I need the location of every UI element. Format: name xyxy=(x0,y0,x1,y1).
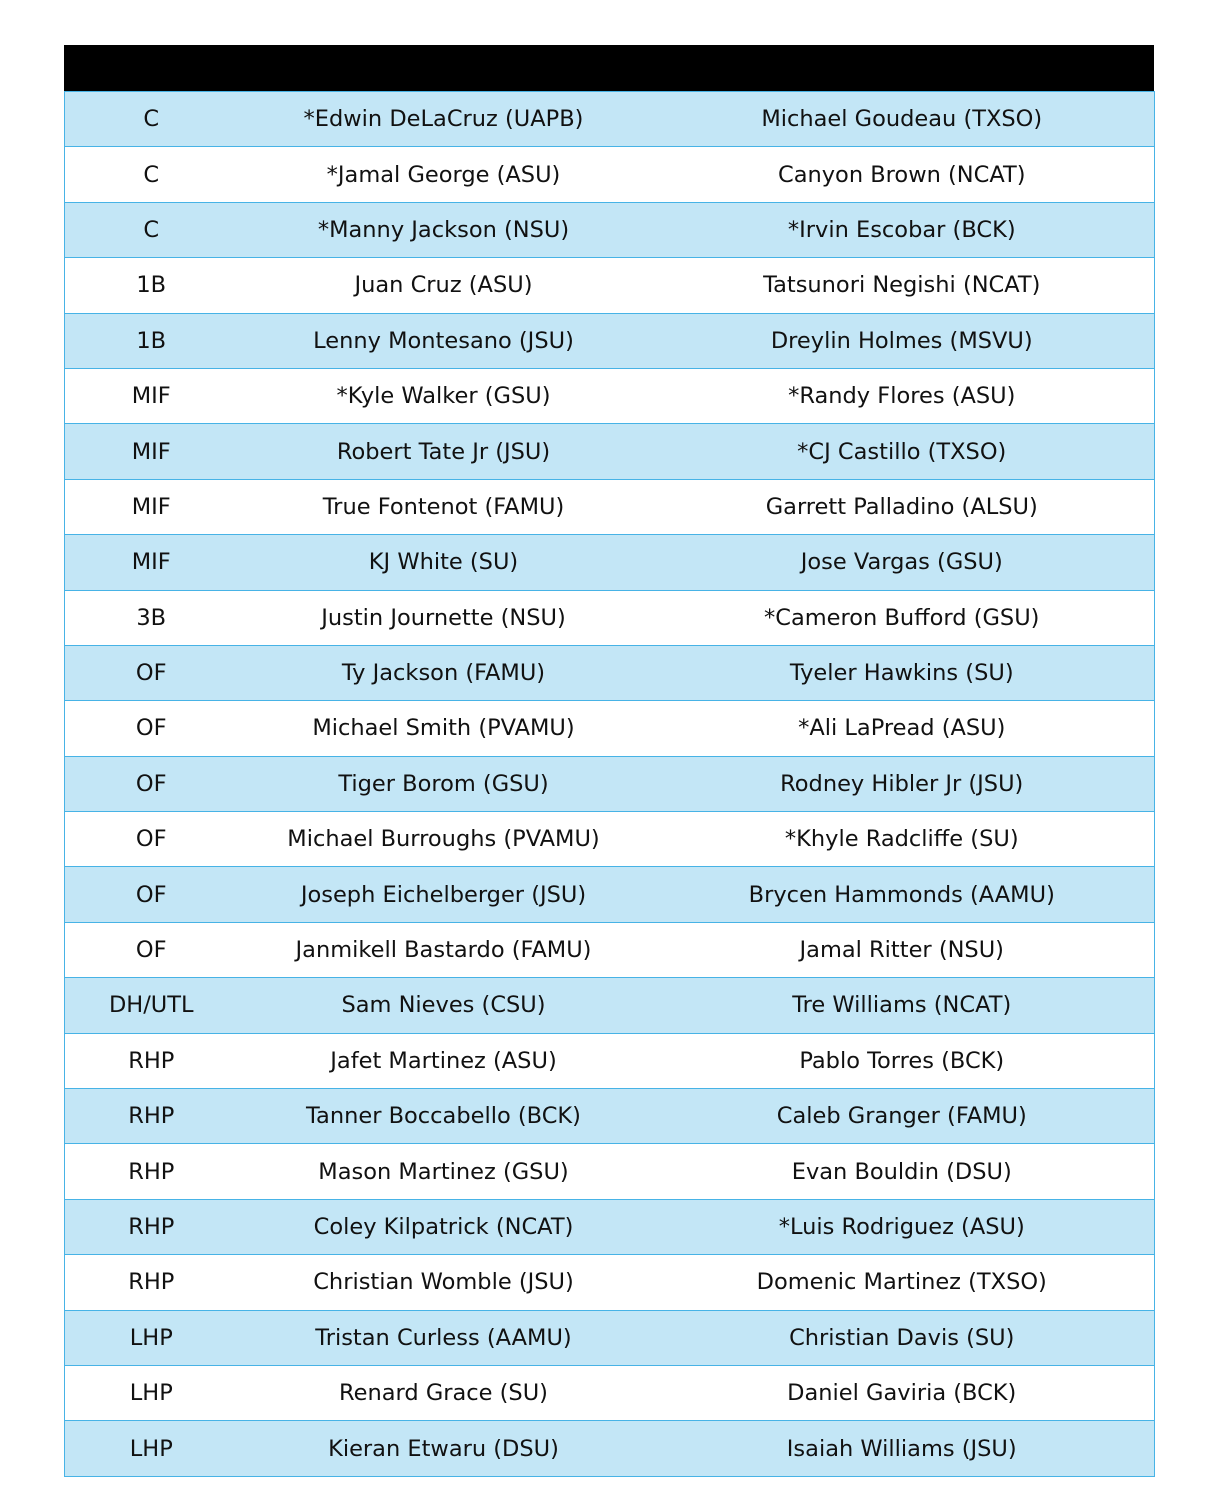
table-row xyxy=(65,922,1155,977)
first-team-cell: True Fontenot (FAMU) xyxy=(238,479,650,534)
position-cell: RHP xyxy=(65,1255,238,1310)
second-team-cell: *Khyle Radcliffe (SU) xyxy=(650,812,1155,867)
position-cell: C xyxy=(65,92,238,147)
table-row xyxy=(65,1089,1155,1144)
second-team-cell: Isaiah Williams (JSU) xyxy=(650,1421,1155,1476)
table-row xyxy=(65,701,1155,756)
position-cell: C xyxy=(65,147,238,202)
first-team-cell: Jafet Martinez (ASU) xyxy=(238,1033,650,1088)
position-cell: OF xyxy=(65,756,238,811)
table-row xyxy=(65,867,1155,922)
position-cell: 1B xyxy=(65,313,238,368)
first-team-cell: *Edwin DeLaCruz (UAPB) xyxy=(238,92,650,147)
first-team-cell: Ty Jackson (FAMU) xyxy=(238,645,650,700)
table-header-bar xyxy=(64,45,1154,91)
table-row xyxy=(65,202,1155,257)
second-team-cell: Garrett Palladino (ALSU) xyxy=(650,479,1155,534)
table-row xyxy=(65,424,1155,479)
second-team-cell: Caleb Granger (FAMU) xyxy=(650,1089,1155,1144)
position-cell: RHP xyxy=(65,1033,238,1088)
table-row xyxy=(65,368,1155,423)
roster-grid xyxy=(64,91,1155,1477)
first-team-cell: Janmikell Bastardo (FAMU) xyxy=(238,922,650,977)
table-row xyxy=(65,535,1155,590)
second-team-cell: *CJ Castillo (TXSO) xyxy=(650,424,1155,479)
second-team-cell: Pablo Torres (BCK) xyxy=(650,1033,1155,1088)
second-team-cell: Jose Vargas (GSU) xyxy=(650,535,1155,590)
first-team-cell: Lenny Montesano (JSU) xyxy=(238,313,650,368)
table-row xyxy=(65,1033,1155,1088)
second-team-cell: Brycen Hammonds (AAMU) xyxy=(650,867,1155,922)
second-team-cell: Tatsunori Negishi (NCAT) xyxy=(650,258,1155,313)
position-cell: OF xyxy=(65,701,238,756)
first-team-cell: Justin Journette (NSU) xyxy=(238,590,650,645)
second-team-cell: *Cameron Bufford (GSU) xyxy=(650,590,1155,645)
table-row xyxy=(65,92,1155,147)
first-team-cell: Sam Nieves (CSU) xyxy=(238,978,650,1033)
second-team-cell: Tyeler Hawkins (SU) xyxy=(650,645,1155,700)
table-row xyxy=(65,147,1155,202)
table-row xyxy=(65,313,1155,368)
table-row xyxy=(65,479,1155,534)
first-team-cell: Coley Kilpatrick (NCAT) xyxy=(238,1199,650,1254)
table-row xyxy=(65,1310,1155,1365)
table-row xyxy=(65,258,1155,313)
second-team-cell: Canyon Brown (NCAT) xyxy=(650,147,1155,202)
table-row xyxy=(65,1421,1155,1476)
table-row xyxy=(65,756,1155,811)
position-cell: OF xyxy=(65,867,238,922)
first-team-cell: Christian Womble (JSU) xyxy=(238,1255,650,1310)
second-team-cell: Daniel Gaviria (BCK) xyxy=(650,1365,1155,1420)
first-team-cell: Tristan Curless (AAMU) xyxy=(238,1310,650,1365)
second-team-cell: Rodney Hibler Jr (JSU) xyxy=(650,756,1155,811)
first-team-cell: Robert Tate Jr (JSU) xyxy=(238,424,650,479)
roster-table xyxy=(64,45,1154,1477)
first-team-cell: Michael Smith (PVAMU) xyxy=(238,701,650,756)
position-cell: LHP xyxy=(65,1365,238,1420)
first-team-cell: Tanner Boccabello (BCK) xyxy=(238,1089,650,1144)
position-cell: MIF xyxy=(65,368,238,423)
position-cell: LHP xyxy=(65,1421,238,1476)
second-team-cell: Michael Goudeau (TXSO) xyxy=(650,92,1155,147)
second-team-cell: *Luis Rodriguez (ASU) xyxy=(650,1199,1155,1254)
second-team-cell: Evan Bouldin (DSU) xyxy=(650,1144,1155,1199)
position-cell: MIF xyxy=(65,535,238,590)
table-row xyxy=(65,1365,1155,1420)
table-row xyxy=(65,645,1155,700)
table-row xyxy=(65,978,1155,1033)
second-team-cell: *Irvin Escobar (BCK) xyxy=(650,202,1155,257)
second-team-cell: *Randy Flores (ASU) xyxy=(650,368,1155,423)
first-team-cell: *Kyle Walker (GSU) xyxy=(238,368,650,423)
table-row xyxy=(65,1144,1155,1199)
first-team-cell: *Manny Jackson (NSU) xyxy=(238,202,650,257)
first-team-cell: Juan Cruz (ASU) xyxy=(238,258,650,313)
second-team-cell: *Ali LaPread (ASU) xyxy=(650,701,1155,756)
position-cell: 1B xyxy=(65,258,238,313)
first-team-cell: *Jamal George (ASU) xyxy=(238,147,650,202)
position-cell: RHP xyxy=(65,1144,238,1199)
table-row xyxy=(65,590,1155,645)
second-team-cell: Jamal Ritter (NSU) xyxy=(650,922,1155,977)
position-cell: DH/UTL xyxy=(65,978,238,1033)
first-team-cell: KJ White (SU) xyxy=(238,535,650,590)
position-cell: RHP xyxy=(65,1199,238,1254)
first-team-cell: Mason Martinez (GSU) xyxy=(238,1144,650,1199)
second-team-cell: Domenic Martinez (TXSO) xyxy=(650,1255,1155,1310)
position-cell: RHP xyxy=(65,1089,238,1144)
first-team-cell: Joseph Eichelberger (JSU) xyxy=(238,867,650,922)
position-cell: OF xyxy=(65,922,238,977)
first-team-cell: Tiger Borom (GSU) xyxy=(238,756,650,811)
position-cell: 3B xyxy=(65,590,238,645)
position-cell: OF xyxy=(65,645,238,700)
second-team-cell: Tre Williams (NCAT) xyxy=(650,978,1155,1033)
second-team-cell: Christian Davis (SU) xyxy=(650,1310,1155,1365)
first-team-cell: Renard Grace (SU) xyxy=(238,1365,650,1420)
first-team-cell: Kieran Etwaru (DSU) xyxy=(238,1421,650,1476)
table-row xyxy=(65,812,1155,867)
table-row xyxy=(65,1255,1155,1310)
position-cell: MIF xyxy=(65,424,238,479)
position-cell: MIF xyxy=(65,479,238,534)
second-team-cell: Dreylin Holmes (MSVU) xyxy=(650,313,1155,368)
position-cell: C xyxy=(65,202,238,257)
first-team-cell: Michael Burroughs (PVAMU) xyxy=(238,812,650,867)
position-cell: LHP xyxy=(65,1310,238,1365)
table-row xyxy=(65,1199,1155,1254)
position-cell: OF xyxy=(65,812,238,867)
